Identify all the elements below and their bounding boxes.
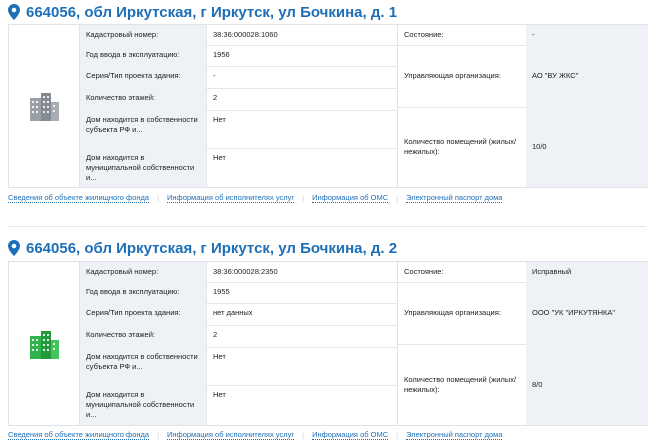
detail-row-series — [80, 303, 398, 326]
subject-property-value: Нет — [206, 347, 398, 385]
management-label: Управляющая организация: — [404, 71, 501, 80]
rooms-label: Количество помещений (жилых/нежилых): — [404, 137, 517, 156]
subject-property-label: Дом находится в собственности субъекта РФ и... — [80, 347, 206, 385]
year-value: 1955 — [206, 282, 398, 303]
detail-row-rooms — [398, 107, 648, 187]
detail-row-cadastral — [80, 262, 398, 283]
link-housing-object-info[interactable]: Сведения об объекте жилищного фонда — [8, 430, 150, 439]
house-title[interactable] — [8, 237, 397, 259]
card-divider — [8, 226, 646, 227]
cadastral-value: 38:36:000028:2350 — [206, 262, 398, 282]
link-oms-info[interactable]: Информация об ОМС — [312, 193, 389, 202]
house-address[interactable]: 664056, обл Иркутская, г Иркутск, ул Бочкина, д. 2 — [26, 239, 398, 257]
building-icon-cell — [9, 25, 79, 187]
link-electronic-passport[interactable]: Электронный паспорт дома — [406, 193, 503, 202]
management-value: ООО "УК "ИРКУТЯНКА" — [526, 282, 648, 344]
detail-row-floors — [80, 88, 398, 111]
rooms-value: 10/0 — [526, 107, 648, 187]
rooms-label: Количество помещений (жилых/нежилых): — [404, 374, 517, 394]
link-electronic-passport[interactable]: Электронный паспорт дома — [406, 430, 503, 439]
floors-label: Количество этажей: — [80, 88, 206, 110]
link-service-providers[interactable]: Информация об исполнителях услуг — [167, 193, 295, 202]
detail-row-subject-property — [80, 110, 398, 149]
series-label: Серия/Тип проекта здания: — [80, 66, 206, 88]
building-icon — [28, 90, 60, 122]
house-info-table — [8, 261, 648, 426]
detail-row-year — [80, 282, 398, 304]
house-links: Сведения об объекте жилищного фонда | Информация об исполнителях услуг | Информация об ОМС | Электронный паспорт дома — [8, 193, 503, 203]
detail-row-subject-property — [80, 347, 398, 386]
detail-row-municipal-property — [80, 385, 398, 425]
house-details-right — [397, 262, 648, 425]
floors-value: 2 — [206, 88, 398, 110]
detail-row-state — [398, 25, 648, 46]
subject-property-value: Нет — [206, 110, 398, 148]
building-icon-cell — [9, 262, 79, 425]
rooms-value: 8/0 — [526, 344, 648, 425]
state-value: Исправный — [526, 262, 648, 282]
floors-label: Количество этажей: — [80, 325, 206, 347]
location-pin-icon — [8, 240, 20, 256]
detail-row-rooms — [398, 344, 648, 425]
location-pin-icon — [8, 4, 20, 20]
cadastral-label: Кадастровый номер: — [80, 262, 206, 282]
management-value: АО "ВУ ЖКС" — [526, 45, 648, 107]
detail-row-series — [80, 66, 398, 89]
cadastral-value: 38:36:000028:1060 — [206, 25, 398, 45]
detail-row-management — [398, 45, 648, 108]
detail-row-year — [80, 45, 398, 67]
house-details-left — [79, 262, 398, 425]
series-label: Серия/Тип проекта здания: — [80, 303, 206, 325]
house-info-table — [8, 24, 648, 188]
municipal-property-value: Нет — [206, 385, 398, 425]
house-title[interactable] — [8, 1, 397, 23]
series-value: нет данных — [206, 303, 398, 325]
house-links: Сведения об объекте жилищного фонда | Информация об исполнителях услуг | Информация об ОМС | Электронный паспорт дома — [8, 430, 503, 440]
floors-value: 2 — [206, 325, 398, 347]
detail-row-cadastral — [80, 25, 398, 46]
link-service-providers[interactable]: Информация об исполнителях услуг — [167, 430, 295, 439]
state-label: Состояние: — [404, 267, 444, 276]
management-label: Управляющая организация: — [404, 308, 501, 317]
detail-row-floors — [80, 325, 398, 348]
detail-row-municipal-property — [80, 148, 398, 187]
house-address[interactable]: 664056, обл Иркутская, г Иркутск, ул Бочкина, д. 1 — [26, 3, 398, 21]
series-value: - — [206, 66, 398, 88]
municipal-property-label: Дом находится в муниципальной собственности и... — [80, 148, 206, 187]
cadastral-label: Кадастровый номер: — [80, 25, 206, 45]
detail-row-management — [398, 282, 648, 345]
house-details-right — [397, 25, 648, 187]
municipal-property-label: Дом находится в муниципальной собственности и... — [80, 385, 206, 425]
year-label: Год ввода в эксплуатацию: — [80, 45, 206, 66]
municipal-property-value: Нет — [206, 148, 398, 187]
state-value: - — [526, 25, 648, 45]
year-value: 1956 — [206, 45, 398, 66]
link-oms-info[interactable]: Информация об ОМС — [312, 430, 389, 439]
year-label: Год ввода в эксплуатацию: — [80, 282, 206, 303]
building-icon — [28, 328, 60, 360]
detail-row-state — [398, 262, 648, 283]
link-housing-object-info[interactable]: Сведения об объекте жилищного фонда — [8, 193, 150, 202]
state-label: Состояние: — [404, 30, 444, 39]
house-details-left — [79, 25, 398, 187]
subject-property-label: Дом находится в собственности субъекта РФ и... — [80, 110, 206, 148]
